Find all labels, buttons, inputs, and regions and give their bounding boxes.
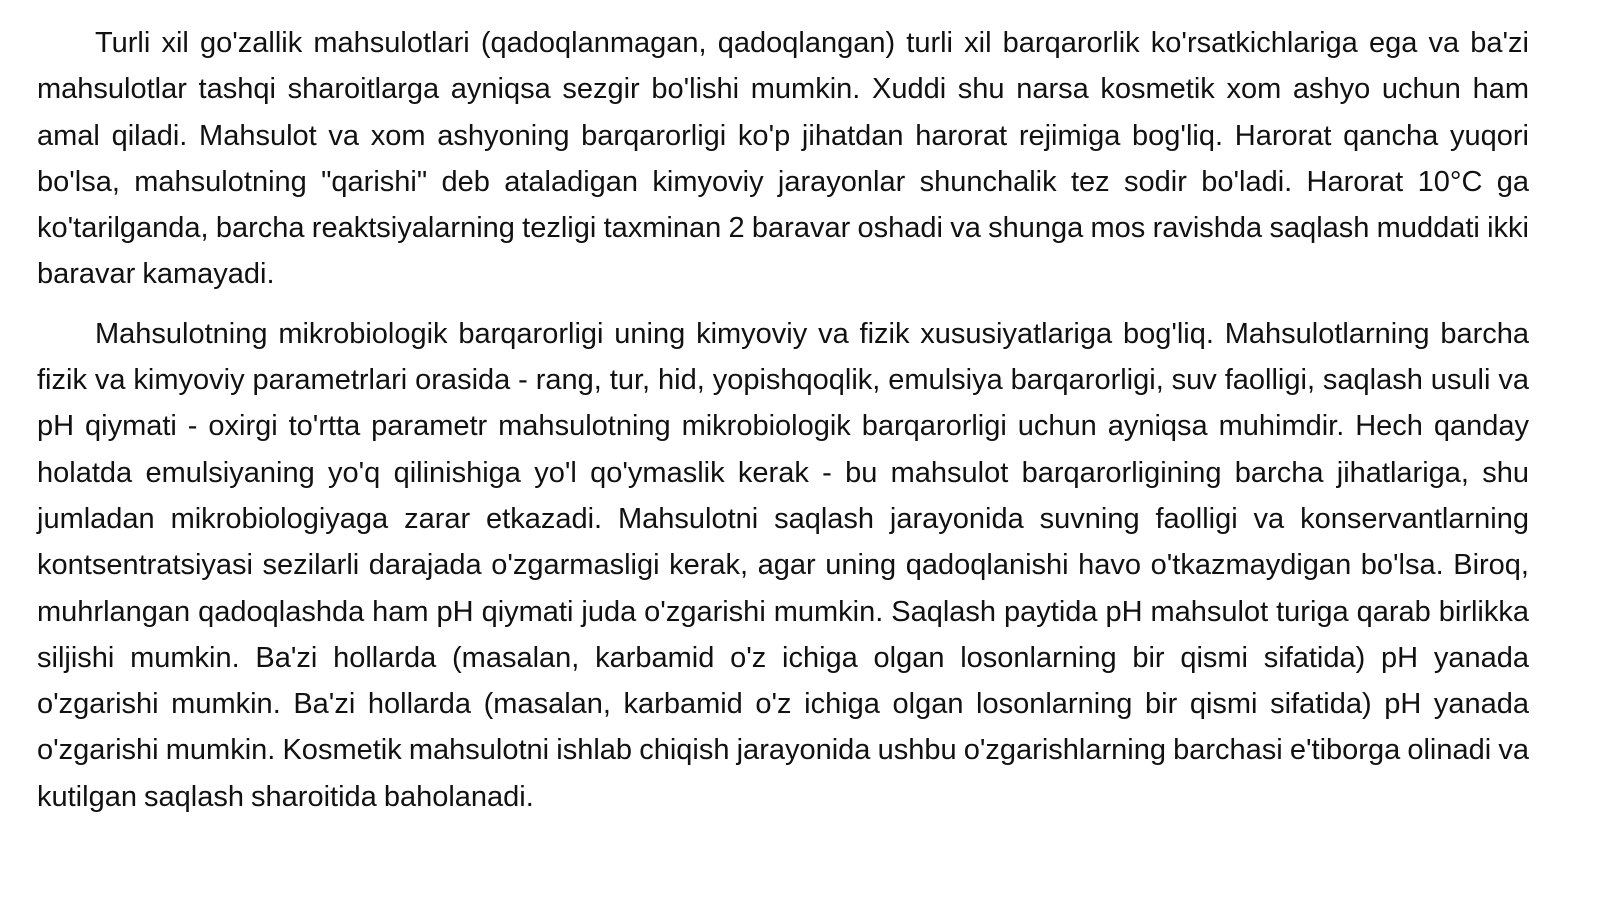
paragraph-temperature-stability: Turli xil go'zallik mahsulotlari (qadoqlanmagan, qadoqlangan) turli xil barqarorlik ko'rsatkichlariga ega va ba'zi mahsulotlar tashqi sharoitlarga ayniqsa sezgir bo'lishi mumkin. Xuddi shu narsa kosmetik xom ashyo uchun ham amal qiladi. Mahsulot va xom ashyoning barqarorligi ko'p jihatdan harorat rejimiga bog'liq. Harorat qancha yuqori bo'lsa, mahsulotning "qarishi" deb ataladigan kimyoviy jarayonlar shunchalik tez sodir bo'ladi. Harorat 10°C ga ko'tarilganda, barcha reaktsiyalarning tezligi taxminan 2 baravar oshadi va shunga mos ravishda saqlash muddati ikki baravar kamayadi. [37, 27, 1529, 291]
paragraph-microbiological-stability: Mahsulotning mikrobiologik barqarorligi uning kimyoviy va fizik xususiyatlariga bog'liq. Mahsulotlarning barcha fizik va kimyoviy parametrlari orasida - rang, tur, hid, yopishqoqlik, emulsiya barqarorligi, suv faolligi, saqlash usuli va pH qiymati - oxirgi to'rtta parametr mahsulotning mikrobiologik barqarorligi uchun ayniqsa muhimdir. Hech qanday holatda emulsiyaning yo'q qilinishiga yo'l qo'ymaslik kerak - bu mahsulot barqarorligining barcha jihatlariga, shu jumladan mikrobiologiyaga zarar etkazadi. Mahsulotni saqlash jarayonida suvning faolligi va konservantlarning kontsentratsiyasi sezilarli darajada o'zgarmasligi kerak, agar uning qadoqlanishi havo o'tkazmaydigan bo'lsa. Biroq, muhrlangan qadoqlashda ham pH qiymati juda o'zgarishi mumkin. Saqlash paytida pH mahsulot turiga qarab birlikka siljishi mumkin. Ba'zi hollarda (masalan, karbamid o'z ichiga olgan losonlarning bir qismi sifatida) pH yanada o'zgarishi mumkin. Ba'zi hollarda (masalan, karbamid o'z ichiga olgan losonlarning bir qismi sifatida) pH yanada o'zgarishi mumkin. Kosmetik mahsulotni ishlab chiqish jarayonida ushbu o'zgarishlarning barchasi e'tiborga olinadi va kutilgan saqlash sharoitida baholanadi. [37, 317, 1529, 813]
document-page [37, 20, 1529, 880]
